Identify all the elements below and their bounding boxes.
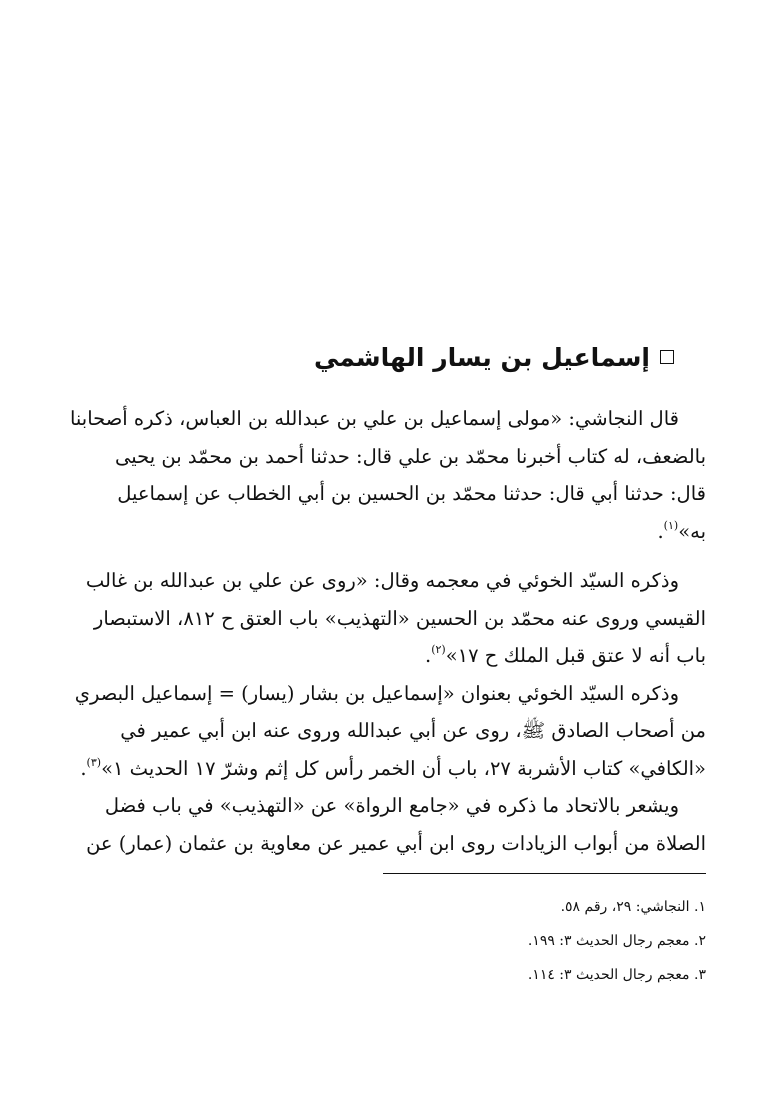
- footnote-item: ١. النجاشي: ٢٩، رقم ٥٨.: [560, 899, 706, 915]
- text-line: وذكره السيّد الخوئي في معجمه وقال: «روى عن علي بن عبدالله بن غالب: [85, 569, 679, 592]
- footnotes: [94, 890, 706, 992]
- line-text: به»: [678, 519, 706, 543]
- text-line: بالضعف، له كتاب أخبرنا محمّد بن علي قال: حدثنا أحمد بن محمّد بن يحيى: [115, 444, 706, 468]
- line-text: باب أنه لا عتق قبل الملك ح ١٧»: [445, 644, 706, 667]
- heading-title: إسماعيل بن يسار الهاشمي: [314, 343, 650, 372]
- square-bullet-icon: [660, 350, 674, 364]
- text-line: [80, 750, 706, 788]
- paragraph-2: [85, 562, 706, 675]
- text-line: ويشعر بالاتحاد ما ذكره في «جامع الرواة» عن «التهذيب» في باب فضل: [104, 794, 679, 817]
- footnote-separator: [383, 873, 706, 874]
- text-line: الصلاة من أبواب الزيادات روى ابن أبي عمير عن معاوية بن عثمان (عمار) عن: [86, 831, 706, 855]
- text-line: قال: حدثنا أبي قال: حدثنا محمّد بن الحسين بن أبي الخطاب عن إسماعيل: [117, 482, 706, 505]
- paragraph-1: [69, 400, 706, 550]
- line-tail: .: [424, 644, 432, 667]
- text-line: [94, 637, 706, 675]
- footnote-item: ٢. معجم رجال الحديث ٣: ١٩٩.: [527, 933, 706, 949]
- text-line: [94, 513, 706, 551]
- line-text: «الكافي» كتاب الأشربة ٢٧، باب أن الخمر رأس كل إثم وشرّ ١٧ الحديث ١»: [101, 756, 706, 780]
- footnote-ref: (٣): [86, 755, 102, 769]
- body-text: [69, 400, 706, 862]
- text-line: قال النجاشي: «مولى إسماعيل بن علي بن عبدالله بن العباس، ذكره أصحابنا: [69, 407, 679, 430]
- footnote-ref: (٢): [431, 643, 446, 656]
- paragraph-4: [86, 787, 706, 862]
- paragraph-3: [74, 675, 706, 788]
- line-tail: .: [657, 519, 664, 543]
- footnote-item: ٣. معجم رجال الحديث ٣: ١١٤.: [527, 967, 706, 983]
- footnote-ref: (١): [663, 518, 679, 532]
- text-line: وذكره السيّد الخوئي بعنوان «إسماعيل بن بشار (يسار) = إسماعيل البصري: [74, 681, 679, 705]
- text-line: من أصحاب الصادق ﷺ، روى عن أبي عبدالله وروى عنه ابن أبي عمير في: [120, 719, 706, 742]
- line-tail: .: [80, 756, 87, 780]
- section-heading: [94, 340, 674, 376]
- text-line: القيسي وروى عنه محمّد بن الحسين «التهذيب» باب العتق ح ٨١٢، الاستبصار: [93, 606, 706, 630]
